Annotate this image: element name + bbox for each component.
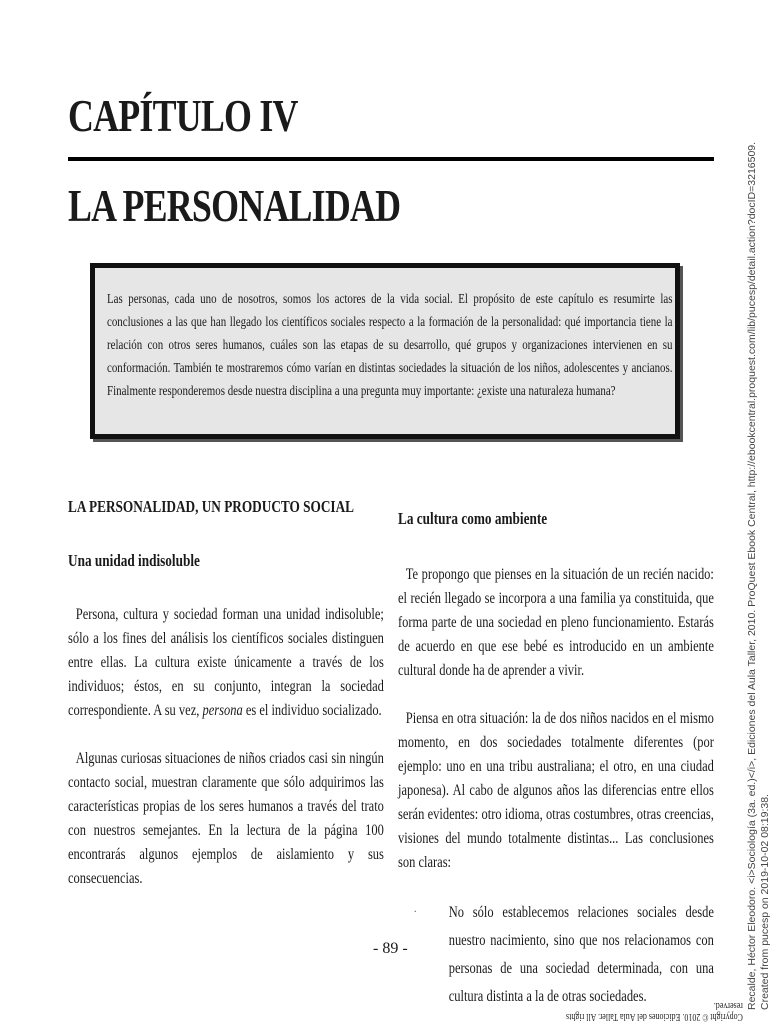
paragraph-cultura-1: Te propongo que pienses en la situación de un recién nacido: el recién llegado se incorpora a una familia ya constituida, que forma parte de una sociedad en pleno funcionamiento. Estarás de acuerdo en que ese bebé es introducido en un ambiente cultural donde ha de aprender a vivir. (398, 566, 714, 679)
title-divider (68, 157, 714, 161)
citation-side-note (746, 60, 772, 1010)
paragraph-unidad-2: Algunas curiosas situaciones de niños criados casi sin ningún contacto social, muestran claramente que sólo adquirimos las características propias de los seres humanos a través del trato con nuestros semejantes. En la lectura de la página 100 encontrarás algunos ejemplos de aislamiento y sus consecuencias. (68, 750, 384, 887)
left-column (68, 497, 384, 915)
paragraph-text: es el individuo socializado. (242, 702, 382, 719)
bullet-text: No sólo establecemos relaciones sociales desde nuestro nacimiento, sino que nos relacionamos con personas de una sociedad determinada, con una cultura distinta a la de otras sociedades. (448, 904, 714, 1005)
subsection-heading-unidad: Una unidad indisoluble (68, 551, 200, 570)
paragraph-text: Persona, cultura y sociedad forman una unidad indisoluble; sólo a los fines del análisis los científicos sociales distinguen entre ellas. La cultura existe únicamente a través de los individuos; éstos, en su conjunto, integran la sociedad correspondiente. A su vez, (68, 606, 384, 719)
bullet-mark: · (413, 904, 417, 918)
italic-term-persona: persona (202, 702, 243, 719)
citation-line: Recalde, Héctor Eleodoro. <i>Sociología (3a. ed.)</i>, Ediciones del Aula Taller, 2010. ProQuest Ebook Central, http://ebookcentral.proquest.com/lib/pucesp/detail.action?docID=3216509. (746, 141, 758, 1010)
chapter-title: LA PERSONALIDAD (68, 180, 401, 231)
section-heading: LA PERSONALIDAD, UN PRODUCTO SOCIAL (68, 497, 354, 516)
created-line: Created from pucesp on 2019-10-02 08:19:38. (759, 794, 771, 1010)
copyright-notice: Copyright © 2010. Ediciones del Aula Taller. All rights reserved. (565, 1000, 743, 1022)
subsection-heading-cultura: La cultura como ambiente (398, 509, 548, 528)
paragraph-cultura-2: Piensa en otra situación: la de dos niños nacidos en el mismo momento, en dos sociedades totalmente diferentes (por ejemplo: uno en una tribu australiana; el otro, en una ciudad japonesa). Al cabo de algunos años las diferencias entre ellos serán evidentes: otro idioma, otras costumbres, otras creencias, visiones del mundo totalmente distintas... Las conclusiones son claras: (398, 710, 714, 871)
right-column (398, 509, 714, 1011)
page-number: - 89 - (373, 940, 408, 957)
bullet-item (398, 899, 714, 1011)
chapter-number-title: CAPÍTULO IV (68, 90, 298, 141)
paragraph-unidad-1 (68, 603, 384, 723)
intro-text: Las personas, cada uno de nosotros, somos los actores de la vida social. El propósito de este capítulo es resumirte las conclusiones a las que han llegado los científicos sociales respecto a la formación de la personalidad: qué importancia tiene la relación con otros seres humanos, cuáles son las etapas de su desarrollo, qué grupos y organizaciones intervienen en su conformación. También te mostraremos cómo varían en distintas sociedades la situación de los niños, adolescentes y ancianos. Finalmente responderemos desde nuestra disciplina a una pregunta muy importante: ¿existe una naturaleza humana? (107, 292, 673, 399)
